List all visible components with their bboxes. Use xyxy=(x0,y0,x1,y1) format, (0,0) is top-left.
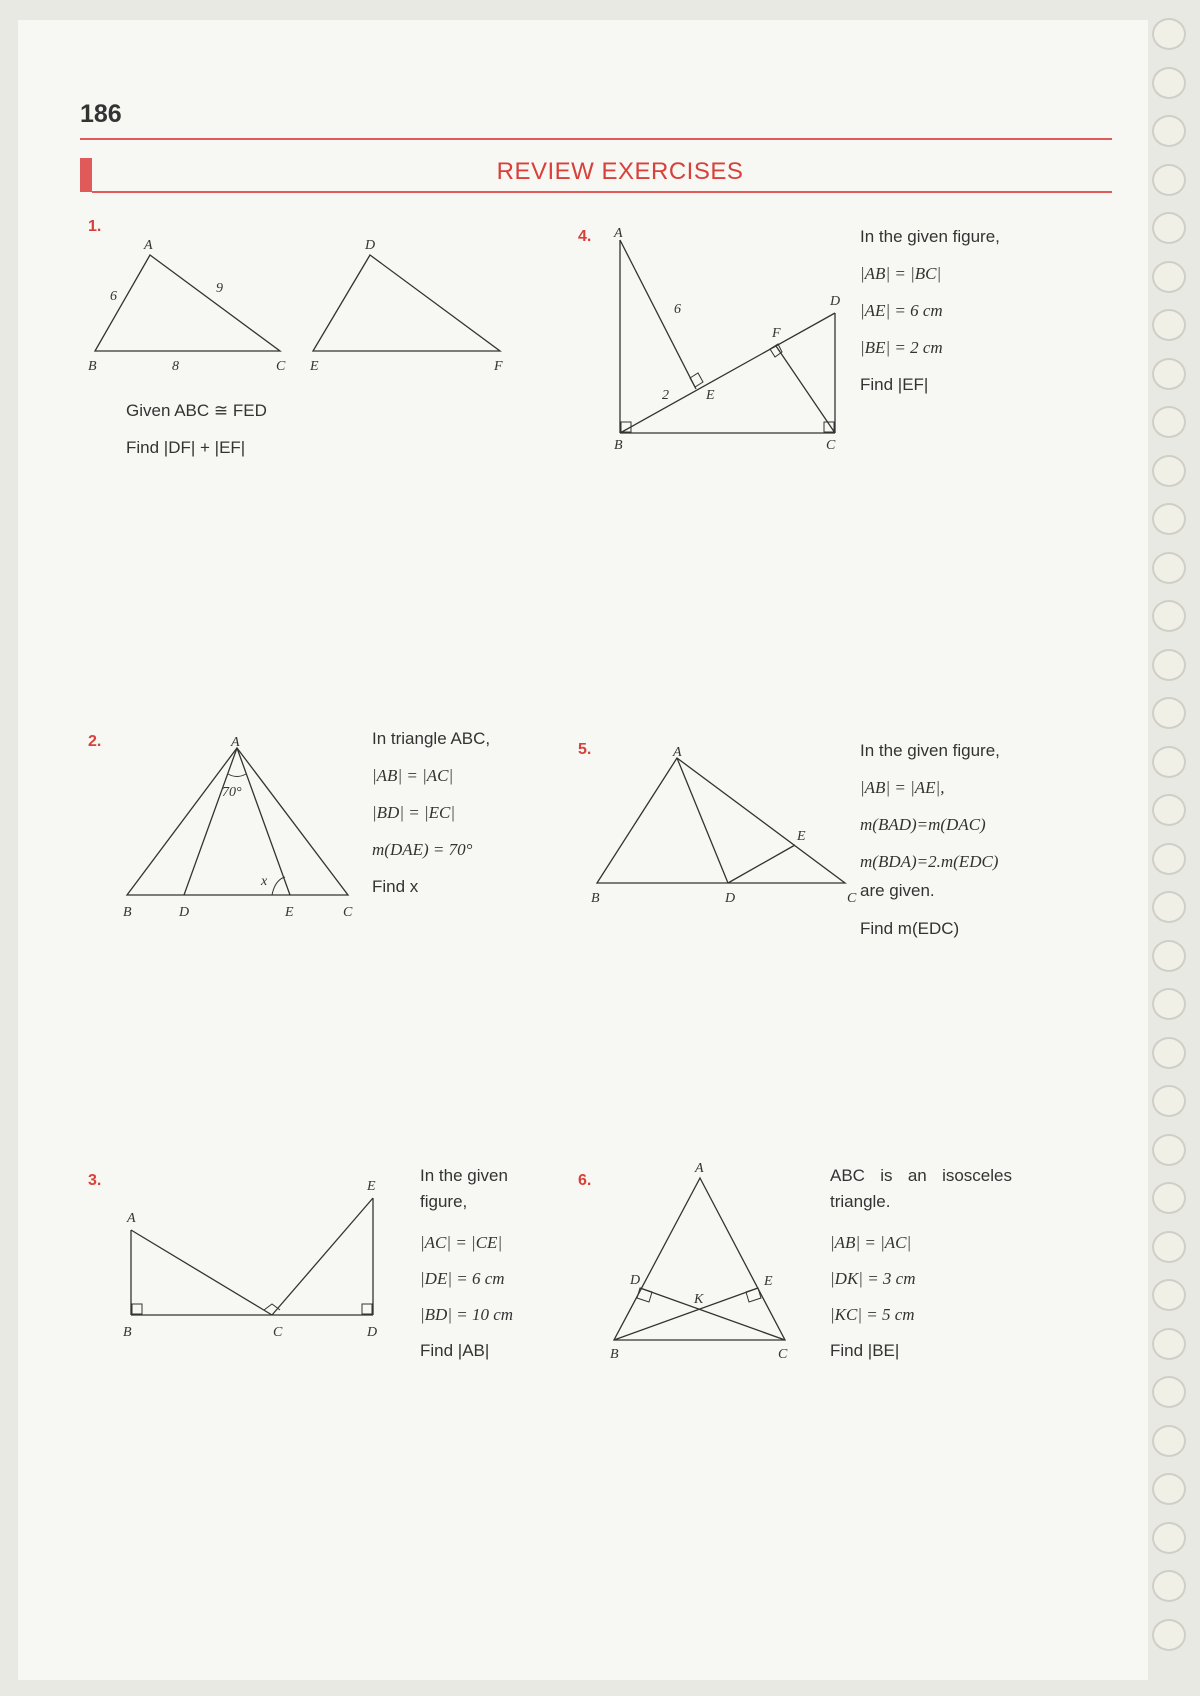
exercise-5-number: 5. xyxy=(578,741,592,758)
label-e: E xyxy=(310,359,319,374)
label-f: F xyxy=(494,359,503,374)
label-e: E xyxy=(764,1274,773,1289)
label-b: B xyxy=(614,438,623,453)
label-c: C xyxy=(847,891,857,906)
binding-ring xyxy=(1152,649,1186,681)
exercise-1-given: Given ABC ≅ FED Find |DF| + |EF| xyxy=(126,401,267,457)
side-bc: 8 xyxy=(172,359,179,374)
binding-ring xyxy=(1152,843,1186,875)
label-e: E xyxy=(367,1179,376,1194)
page-number: 186 xyxy=(80,100,122,128)
binding-ring xyxy=(1152,212,1186,244)
label-b: B xyxy=(591,891,600,906)
binding-ring xyxy=(1152,1037,1186,1069)
binding-ring xyxy=(1152,164,1186,196)
label-c: C xyxy=(343,905,353,920)
exercise-2-text: In triangle ABC, |AB| = |AC| |BD| = |EC| m(DAE) = 70° Find x xyxy=(372,729,491,896)
binding-ring xyxy=(1152,940,1186,972)
label-a: A xyxy=(614,226,623,241)
binding-ring xyxy=(1152,1134,1186,1166)
binding-ring xyxy=(1152,1182,1186,1214)
binding-ring xyxy=(1152,1085,1186,1117)
label-d: D xyxy=(830,294,841,309)
binding-ring xyxy=(1152,1328,1186,1360)
section-marker xyxy=(80,158,92,192)
label-f: F xyxy=(772,326,781,341)
binding-ring xyxy=(1152,1619,1186,1651)
binding-ring xyxy=(1152,455,1186,487)
binding-ring xyxy=(1152,1376,1186,1408)
label-d: D xyxy=(725,891,736,906)
exercise-5-text: In the given figure, |AB| = |AE|, m(BAD)=m(DAC) m(BDA)=2.m(EDC) are given. Find m(EDC) xyxy=(860,741,1000,938)
label-a: A xyxy=(695,1161,704,1176)
exercise-6-text: ABC is an isosceles triangle. |AB| = |AC| |DK| = 3 cm |KC| = 5 cm Find |BE| xyxy=(830,1166,1012,1360)
label-d: D xyxy=(630,1273,641,1288)
exercise-3-number: 3. xyxy=(88,1172,102,1189)
binding-ring xyxy=(1152,1279,1186,1311)
label-c: C xyxy=(778,1347,788,1362)
label-d: D xyxy=(365,238,376,253)
label-k: K xyxy=(694,1292,704,1307)
label-c: C xyxy=(276,359,286,374)
binding-ring xyxy=(1152,406,1186,438)
binding-ring xyxy=(1152,503,1186,535)
side-ab: 6 xyxy=(110,289,117,304)
section-rule xyxy=(92,191,1112,193)
label-c: C xyxy=(273,1325,283,1340)
exercise-2-number: 2. xyxy=(88,733,102,750)
label-e: E xyxy=(706,388,715,403)
binding-ring xyxy=(1152,794,1186,826)
label-d: D xyxy=(179,905,190,920)
section-title: REVIEW EXERCISES xyxy=(496,158,744,185)
side-ac: 9 xyxy=(216,281,223,296)
x-label: x xyxy=(261,874,268,889)
exercise-4-text: In the given figure, |AB| = |BC| |AE| = 6 cm |BE| = 2 cm Find |EF| xyxy=(860,227,1000,394)
exercise-1-figure xyxy=(80,230,540,390)
binding-ring xyxy=(1152,115,1186,147)
binding-ring xyxy=(1152,1570,1186,1602)
exercise-4-figure xyxy=(610,225,850,455)
exercise-6-figure xyxy=(600,1158,810,1362)
label-c: C xyxy=(826,438,836,453)
label-a: A xyxy=(127,1211,136,1226)
binding-ring xyxy=(1152,309,1186,341)
exercise-3-text: In the given figure, |AC| = |CE| |DE| = 6 cm |BD| = 10 cm Find |AB| xyxy=(420,1166,514,1360)
exercise-5-figure xyxy=(585,740,865,910)
binding-ring xyxy=(1152,988,1186,1020)
label-e: E xyxy=(285,905,294,920)
binding-ring xyxy=(1152,1473,1186,1505)
exercise-6-number: 6. xyxy=(578,1172,592,1189)
binding-ring xyxy=(1152,261,1186,293)
exercise-1-number: 1. xyxy=(88,218,102,235)
label-b: B xyxy=(610,1347,619,1362)
binding-ring xyxy=(1152,746,1186,778)
binding-ring xyxy=(1152,1231,1186,1263)
binding-ring xyxy=(1152,358,1186,390)
binding-ring xyxy=(1152,697,1186,729)
label-d: D xyxy=(367,1325,378,1340)
exercise-3-figure xyxy=(115,1170,405,1345)
label-b: B xyxy=(88,359,97,374)
binding-ring xyxy=(1152,1522,1186,1554)
binding-ring xyxy=(1152,67,1186,99)
label-a: A xyxy=(673,745,682,760)
label-b: B xyxy=(123,1325,132,1340)
label-b: B xyxy=(123,905,132,920)
side-ae: 6 xyxy=(674,302,681,317)
label-e: E xyxy=(797,829,806,844)
side-be: 2 xyxy=(662,388,669,403)
binding-ring xyxy=(1152,891,1186,923)
binding-ring xyxy=(1152,1425,1186,1457)
header-rule xyxy=(80,138,1112,140)
binding-ring xyxy=(1152,552,1186,584)
exercise-2-figure xyxy=(115,730,375,920)
exercise-4-number: 4. xyxy=(578,228,592,245)
label-a: A xyxy=(231,735,240,750)
binding-ring xyxy=(1152,600,1186,632)
binding-ring xyxy=(1152,18,1186,50)
angle-label: 70° xyxy=(222,785,242,800)
label-a: A xyxy=(144,238,153,253)
